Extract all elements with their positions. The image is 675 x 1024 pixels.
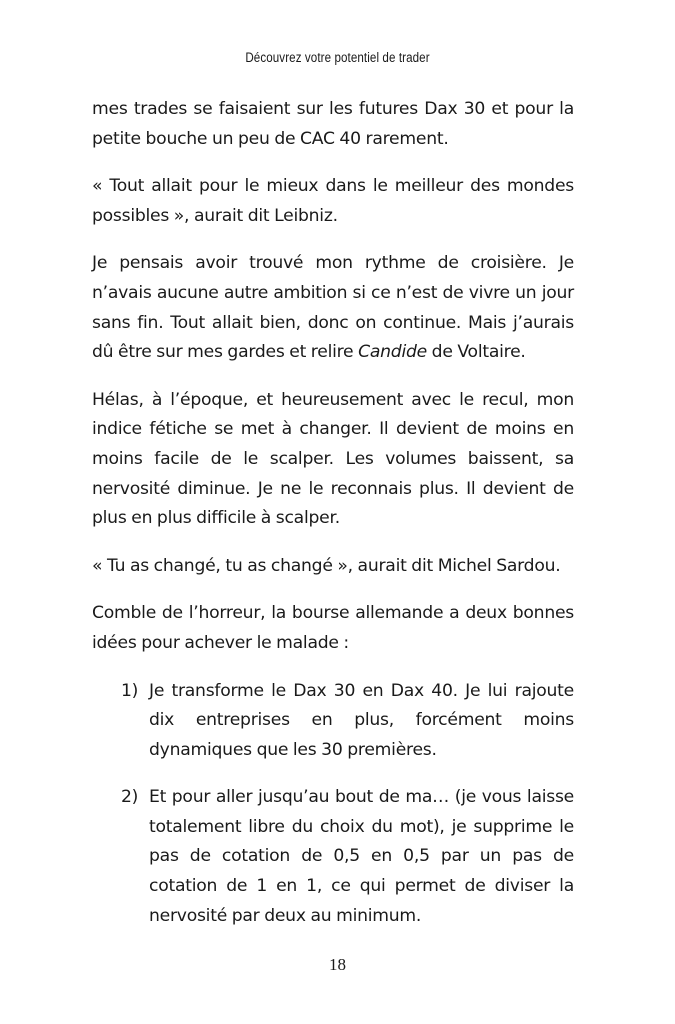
list-item-text: Et pour aller jusqu’au bout de ma… (je vous laisse totalement libre du choix du mot), je supprime le pas de cotation de 0,5 en 0,5 par un pas de cotation de 1 en 1, ce qui permet de diviser la nervosité par deux au minimum. <box>149 787 574 926</box>
list-item <box>92 677 574 766</box>
paragraph: « Tu as changé, tu as changé », aurait dit Michel Sardou. <box>92 555 561 576</box>
paragraph: Comble de l’horreur, la bourse allemande a deux bonnes idées pour achever le malade : <box>92 603 574 653</box>
list-item <box>92 783 574 931</box>
book-title-candide: Candide <box>358 342 427 363</box>
list-item-number: 2) <box>121 787 139 808</box>
paragraph-text: Je pensais avoir trouvé mon rythme de croisière. Je n’avais aucune autre ambition si ce n’est de vivre un jour sans fin. Tout allait bien, donc on continue. Mais j’aurais dû être sur mes gardes et relire <box>92 253 574 363</box>
paragraph <box>92 249 574 367</box>
list-item-number: 1) <box>121 680 139 701</box>
paragraph: mes trades se faisaient sur les futures Dax 30 et pour la petite bouche un peu de CAC 40 rarement. <box>92 99 574 149</box>
running-header: Découvrez votre potentiel de trader <box>245 50 430 65</box>
paragraph: « Tout allait pour le mieux dans le meilleur des mondes possibles », aurait dit Leibniz. <box>92 176 574 226</box>
list-item-text: Je transforme le Dax 30 en Dax 40. Je lui rajoute dix entreprises en plus, forcément moins dynamiques que les 30 premières. <box>149 680 574 760</box>
numbered-list <box>92 677 574 932</box>
page-number: 18 <box>329 955 346 974</box>
paragraph: Hélas, à l’époque, et heureusement avec le recul, mon indice fétiche se met à changer. Il devient de moins en moins facile de le scalper. Les volumes baissent, sa nervosité diminue. Je ne le reconnais plus. Il devient de plus en plus difficile à scalper. <box>92 389 574 529</box>
paragraph-text: de Voltaire. <box>426 342 526 363</box>
body-text <box>92 95 574 949</box>
